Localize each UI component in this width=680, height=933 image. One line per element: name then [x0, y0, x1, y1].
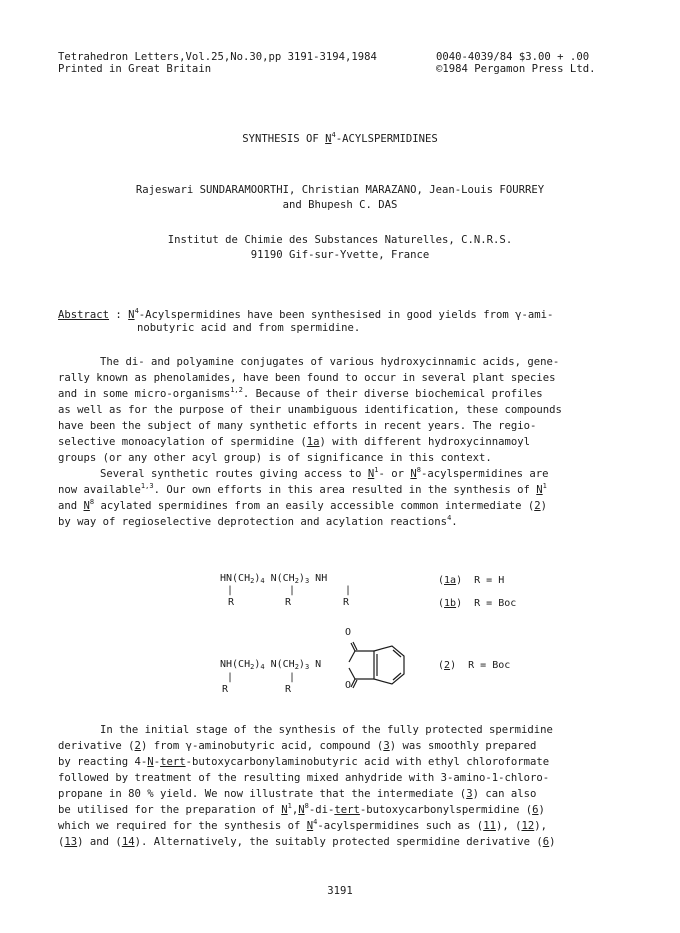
- para3-line-3: by reacting 4-N-tert-butoxycarbonylaminobutyric acid with ethyl chloroformate: [58, 756, 550, 768]
- copyright-notice: ©1984 Pergamon Press Ltd.: [436, 63, 596, 75]
- r-group: R: [222, 684, 229, 695]
- para1-line-3: and in some micro-organisms$^{1,2}$. Because of their diverse biochemical profiles: [58, 387, 543, 400]
- para3-line-1: In the initial stage of the synthesis of the fully protected spermidine: [100, 724, 553, 736]
- abstract-line-2: nobutyric acid and from spermidine.: [137, 322, 361, 334]
- affiliation-line-2: 91190 Gif-sur-Yvette, France: [250, 249, 430, 261]
- bond-line: |: [289, 585, 296, 596]
- paper-title: SYNTHESIS OF $N^4$-ACYLSPERMIDINES: [242, 131, 438, 145]
- para2-line-1: Several synthetic routes giving access to $N^1-$ or $N^8$-acylspermidines are: [100, 467, 549, 480]
- authors-line-1: Rajeswari SUNDARAMOORTHI, Christian MARAZANO, Jean-Louis FOURREY: [135, 184, 545, 196]
- r-group: R: [285, 597, 292, 608]
- bond-line: |: [345, 585, 352, 596]
- printed-location: Printed in Great Britain: [58, 63, 212, 75]
- journal-citation: Tetrahedron Letters,Vol.25,No.30,pp 3191-3194,1984: [58, 51, 377, 63]
- para1-line-4: as well as for the purpose of their unambiguous identification, these compounds: [58, 404, 562, 416]
- abstract-label: Abstract: [58, 309, 110, 321]
- phthalimide-ring-drawing: [340, 632, 420, 696]
- bond-line: |: [227, 672, 234, 683]
- compound-ref-1a: 1a: [306, 436, 320, 448]
- abstract-line-1: Abstract : $N^4$-Acylspermidines have been synthesised in good yields from γ-ami-: [58, 307, 554, 321]
- compound-ref-2: 2: [534, 500, 541, 512]
- para2-line-4: by way of regioselective deprotection and acylation reactions$^4$.: [58, 515, 458, 528]
- affiliation-line-1: Institut de Chimie des Substances Naturelles, C.N.R.S.: [167, 234, 513, 246]
- authors-line-2: and Bhupesh C. DAS: [282, 199, 398, 211]
- para2-line-2: now available$^{1,3}$. Our own efforts in this area resulted in the synthesis of $N^1$: [58, 483, 547, 496]
- carbonyl-oxygen: O: [345, 627, 352, 638]
- structure-1-chain: $HN(CH_2)_4$ $N(CH_2)_3$ NH: [220, 573, 328, 585]
- para2-line-3: and $N^8$ acylated spermidines from an easily accessible common intermediate (2): [58, 499, 547, 512]
- r-group: R: [343, 597, 350, 608]
- bond-line: |: [289, 672, 296, 683]
- para1-line-6: selective monoacylation of spermidine (1a) with different hydroxycinnamoyl: [58, 436, 530, 448]
- structure-2-chain: $NH(CH_2)_4$ $N(CH_2)_3$ N: [220, 659, 322, 671]
- compound-label-2: (2) R = Boc: [438, 660, 511, 671]
- para3-line-2: derivative (2) from γ-aminobutyric acid, compound (3) was smoothly prepared: [58, 740, 537, 752]
- para3-line-4: followed by treatment of the resulting mixed anhydride with 3-amino-1-chloro-: [58, 772, 550, 784]
- carbonyl-oxygen: O: [345, 680, 352, 691]
- para1-line-7: groups (or any other acyl group) is of significance in this context.: [58, 452, 492, 464]
- r-group: R: [285, 684, 292, 695]
- bond-line: |: [227, 585, 234, 596]
- para1-line-5: have been the subject of many synthetic efforts in recent years. The regio-: [58, 420, 537, 432]
- para1-line-1: The di- and polyamine conjugates of various hydroxycinnamic acids, gene-: [100, 356, 560, 368]
- article-price: 0040-4039/84 $3.00 + .00: [436, 51, 590, 63]
- para3-line-5: propane in 80 % yield. We now illustrate that the intermediate (3) can also: [58, 788, 537, 800]
- page-number: 3191: [327, 885, 353, 897]
- r-group: R: [228, 597, 235, 608]
- compound-label-1b: (1b) R = Boc: [438, 598, 517, 609]
- para3-line-8: (13) and (14). Alternatively, the suitably protected spermidine derivative (6): [58, 836, 556, 848]
- compound-label-1a: (1a) R = H: [438, 575, 505, 586]
- para3-line-7: which we required for the synthesis of $N^4$-acylspermidines such as (11), (12),: [58, 819, 547, 832]
- para1-line-2: rally known as phenolamides, have been found to occur in several plant species: [58, 372, 556, 384]
- para3-line-6: be utilised for the preparation of $N^1,N^8-di-tert$-butoxycarbonylspermidine (6): [58, 803, 545, 816]
